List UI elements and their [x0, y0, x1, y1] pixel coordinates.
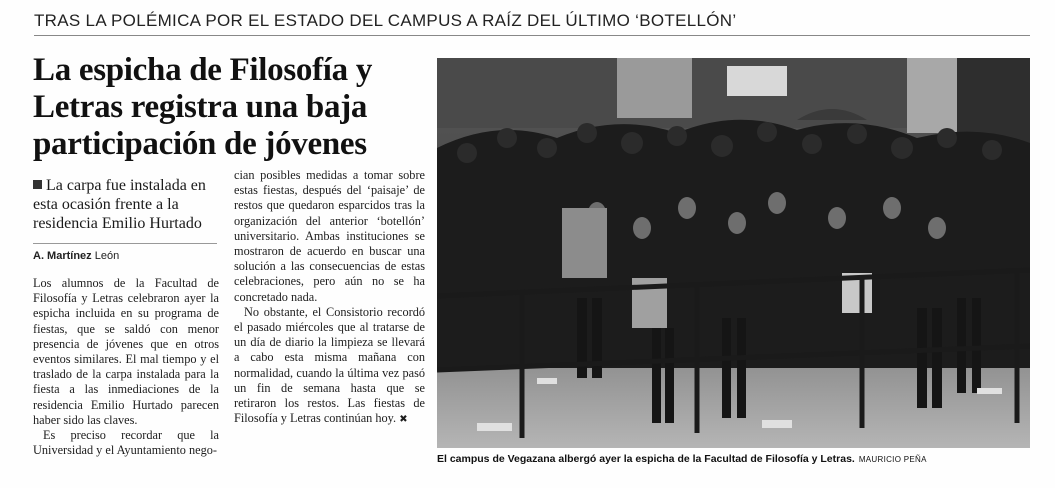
- news-photo: [437, 58, 1030, 448]
- paragraph: Es preciso recordar que la Universidad y el Ayuntamiento nego-: [33, 428, 219, 458]
- bullet-square-icon: [33, 180, 42, 189]
- paragraph: cian posibles medidas a tomar sobre estas fiestas, después del ‘paisaje’ de restos que quedaron esparcidos tras la organización del anterior ‘botellón’ universitario. Ambas instituciones se mostraron de acuerdo en buscar una solución a las consecuencias de estas celebraciones, pero aún no se ha concretado nada.: [234, 168, 425, 304]
- building-brick-panel: [907, 58, 957, 133]
- headline: La espicha de Filosofía y Letras registra una baja participación de jóvenes: [33, 52, 373, 162]
- end-mark-icon: ✖: [399, 414, 408, 426]
- photo-credit: MAURICIO PEÑA: [858, 455, 927, 464]
- byline-place: León: [94, 250, 120, 262]
- crowd-photo-illustration: [437, 58, 1030, 448]
- building-window: [727, 66, 787, 96]
- caption-text: El campus de Vegazana albergó ayer la espicha de la Facultad de Filosofía y Letras.: [437, 453, 855, 465]
- paragraph: [234, 305, 425, 428]
- deck-text: La carpa fue instalada en esta ocasión frente a la residencia Emilio Hurtado: [33, 177, 206, 232]
- byline: [33, 250, 228, 262]
- paragraph-text: No obstante, el Consistorio recordó el pasado miércoles que al tratarse de un día de diario la limpieza se llevará a cabo esta misma mañana con normalidad, cuando la última vez pasó un fin de semana hasta que se retiraron los restos. Las fiestas de Filosofía y Letras continúan hoy.: [234, 304, 425, 426]
- top-rule: [34, 35, 1030, 36]
- article-column-1: [33, 276, 219, 458]
- building-brick-panel: [617, 58, 692, 118]
- person-jacket: [562, 208, 607, 278]
- article-column-2: [234, 168, 425, 427]
- deck: [33, 176, 228, 233]
- paragraph: Los alumnos de la Facultad de Filosofía y Letras celebraron ayer la espicha incluida en su programa de fiestas, que se saldó con menor presencia de jóvenes que en otros eventos similares. El mal tiempo y el traslado de la carpa instalada para la fiesta a las inmediaciones de la residencia Emilio Hurtado parecen haber sido las claves.: [33, 276, 219, 427]
- kicker: TRAS LA POLÉMICA POR EL ESTADO DEL CAMPUS A RAÍZ DEL ÚLTIMO ‘BOTELLÓN’: [34, 11, 737, 30]
- photo-caption: [437, 453, 1030, 465]
- building-wall: [437, 58, 957, 128]
- byline-author: A. Martínez: [33, 250, 92, 262]
- byline-rule: [33, 243, 217, 244]
